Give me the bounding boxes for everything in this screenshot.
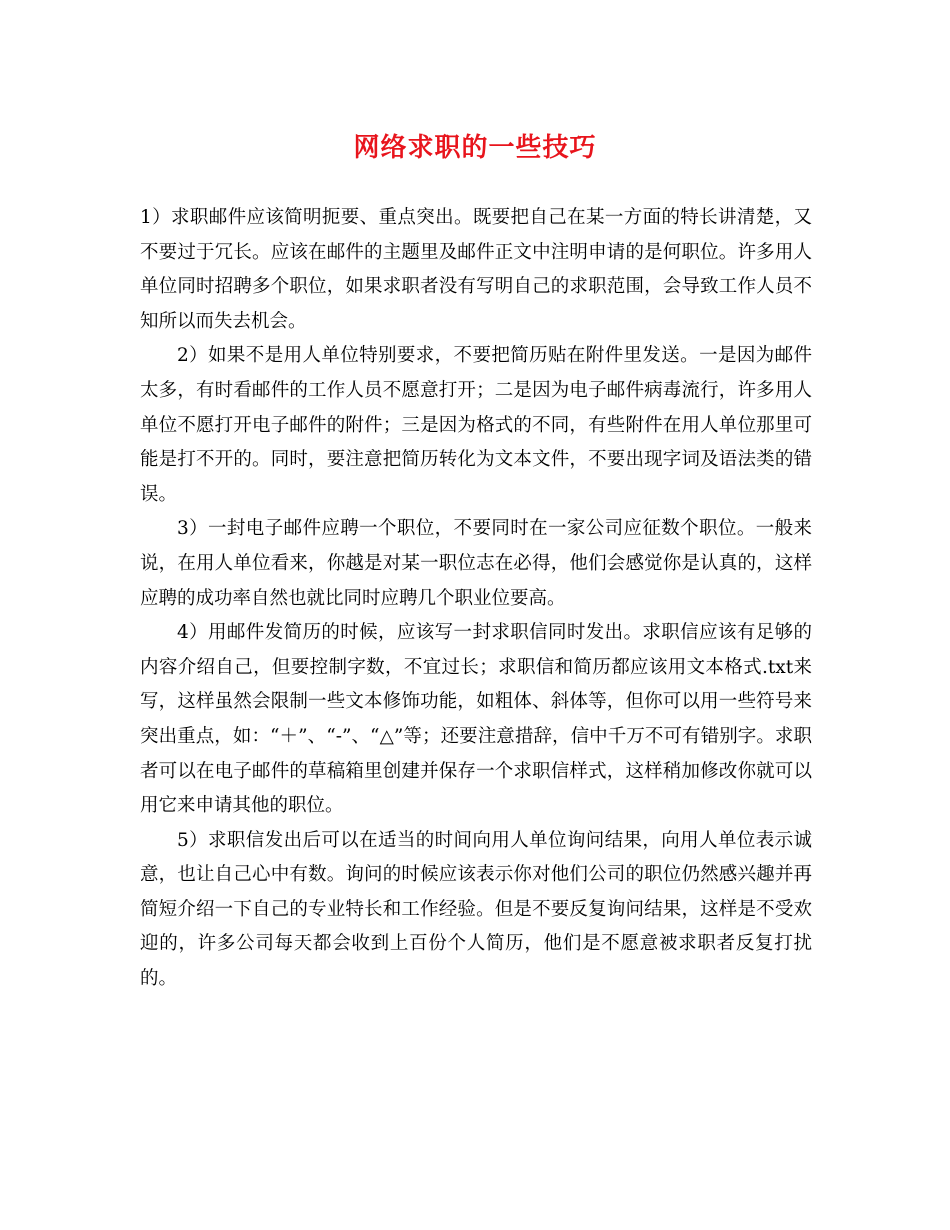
document-title: 网络求职的一些技巧 — [353, 133, 597, 163]
document-body — [140, 201, 812, 997]
paragraph-5: 5）求职信发出后可以在适当的时间向用人单位询问结果，向用人单位表示诚意，也让自己心中有数。询问的时候应该表示你对他们公司的职位仍然感兴趣并再简短介绍一下自己的专业特长和工作经验。但是不要反复询问结果，这样是不受欢迎的，许多公司每天都会收到上百份个人简历，他们是不愿意被求职者反复打扰的。 — [140, 829, 812, 990]
paragraph-4: 4）用邮件发简历的时候，应该写一封求职信同时发出。求职信应该有足够的内容介绍自己，但要控制字数，不宜过长；求职信和简历都应该用文本格式.txt来写，这样虽然会限制一些文本修饰功能，如粗体、斜体等，但你可以用一些符号来突出重点，如：“＋”、“-”、“△”等；还要注意措辞，信中千万不可有错别字。求职者可以在电子邮件的草稿箱里创建并保存一个求职信样式，这样稍加修改你就可以用它来申请其他的职位。 — [140, 622, 812, 817]
paragraph-1: 1）求职邮件应该简明扼要、重点突出。既要把自己在某一方面的特长讲清楚，又不要过于冗长。应该在邮件的主题里及邮件正文中注明申请的是何职位。许多用人单位同时招聘多个职位，如果求职者没有写明自己的求职范围，会导致工作人员不知所以而失去机会。 — [140, 207, 812, 332]
paragraph-3: 3）一封电子邮件应聘一个职位，不要同时在一家公司应征数个职位。一般来说，在用人单位看来，你越是对某一职位志在必得，他们会感觉你是认真的，这样应聘的成功率自然也就比同时应聘几个职业位要高。 — [140, 518, 812, 609]
paragraph-2: 2）如果不是用人单位特别要求，不要把简历贴在附件里发送。一是因为邮件太多，有时看邮件的工作人员不愿意打开；二是因为电子邮件病毒流行，许多用人单位不愿打开电子邮件的附件；三是因为格式的不同，有些附件在用人单位那里可能是打不开的。同时，要注意把简历转化为文本文件，不要出现字词及语法类的错误。 — [140, 345, 812, 505]
